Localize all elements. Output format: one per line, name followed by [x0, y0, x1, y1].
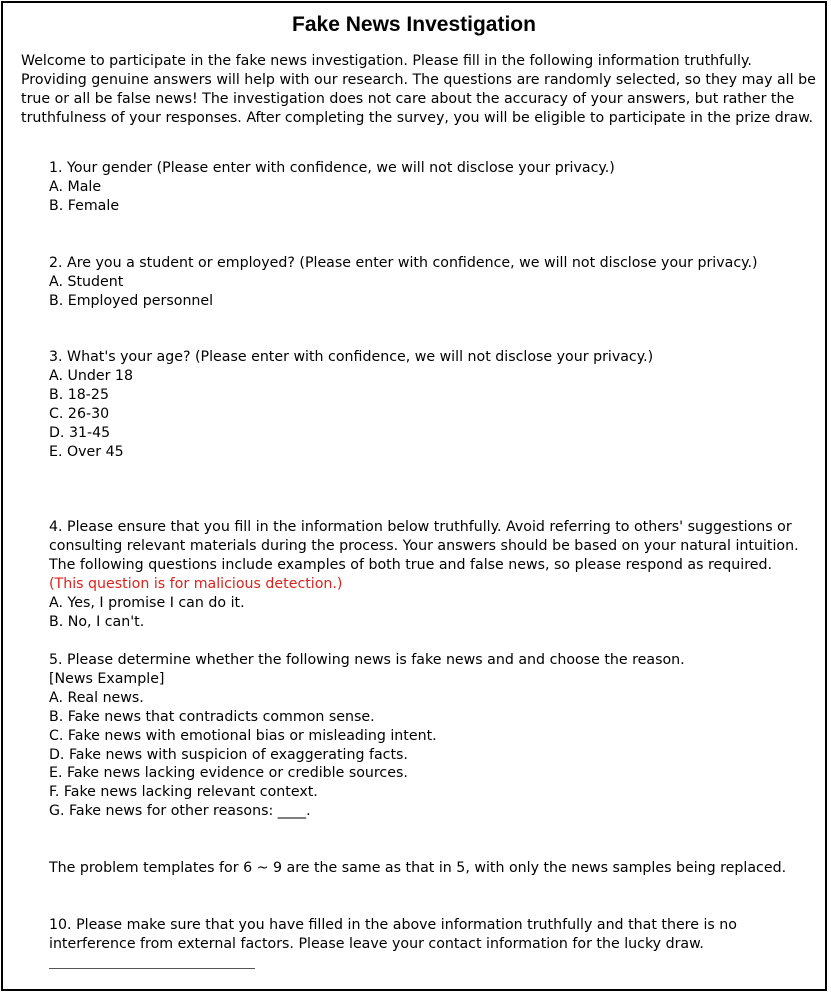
question-4 — [49, 518, 811, 631]
question-3 — [49, 348, 811, 461]
question-4-option-a: A. Yes, I promise I can do it. — [49, 594, 245, 611]
question-1-option-a: A. Male — [49, 178, 102, 195]
question-5-option-e: E. Fake news lacking evidence or credible sources. — [49, 765, 408, 782]
question-3-option-c: C. 26-30 — [49, 405, 110, 422]
question-5 — [49, 651, 811, 821]
question-2-option-a: A. Student — [49, 273, 124, 290]
question-5-option-g: G. Fake news for other reasons: ____. — [49, 803, 311, 820]
question-2-option-b: B. Employed personnel — [49, 292, 214, 309]
question-10-text: 10. Please make sure that you have filled in the above information truthfully and that there is no interference from external factors. Please leave your contact information for the lucky draw. — [49, 917, 737, 952]
question-5-text: 5. Please determine whether the following news is fake news and and choose the reason. — [49, 652, 685, 668]
page-title: Fake News Investigation — [292, 13, 536, 36]
question-3-text: 3. What's your age? (Please enter with confidence, we will not disclose your privacy.) — [49, 349, 654, 365]
question-1-text: 1. Your gender (Please enter with confidence, we will not disclose your privacy.) — [49, 160, 615, 176]
template-note-text: The problem templates for 6 ~ 9 are the same as that in 5, with only the news samples being replaced. — [49, 860, 787, 876]
survey-document — [1, 1, 827, 991]
question-5-option-f: F. Fake news lacking relevant context. — [49, 784, 318, 801]
question-1 — [49, 159, 811, 216]
template-note — [49, 859, 811, 878]
news-example-placeholder: [News Example] — [49, 670, 165, 687]
question-3-option-b: B. 18-25 — [49, 386, 109, 403]
question-4-option-b: B. No, I can't. — [49, 613, 145, 630]
question-1-option-b: B. Female — [49, 197, 120, 214]
question-5-option-a: A. Real news. — [49, 689, 144, 706]
question-2 — [49, 254, 811, 311]
question-5-option-b: B. Fake news that contradicts common sense. — [49, 708, 375, 725]
contact-answer-line — [49, 968, 255, 969]
intro-paragraph: Welcome to participate in the fake news investigation. Please fill in the following information truthfully. Providing genuine answers will help with our research. The questions are randomly selected, so they may all be true or all be false news! The investigation does not care about the accuracy of your answers, but rather the truthfulness of your responses. After completing the survey, you will be eligible to participate in the prize draw. — [21, 53, 816, 126]
question-5-option-c: C. Fake news with emotional bias or misleading intent. — [49, 727, 437, 744]
question-4-text-block — [49, 518, 811, 594]
question-2-text: 2. Are you a student or employed? (Please enter with confidence, we will not disclose your privacy.) — [49, 255, 758, 271]
question-5-option-d: D. Fake news with suspicion of exaggerating facts. — [49, 746, 408, 763]
question-3-option-e: E. Over 45 — [49, 443, 124, 460]
question-10 — [49, 916, 811, 954]
question-4-text: 4. Please ensure that you fill in the information below truthfully. Avoid referring to others' suggestions or consulting relevant materials during the process. Your answers should be based on your natural intuition. The following questions include examples of both true and false news, so please respond as required. — [49, 519, 799, 573]
question-3-option-d: D. 31-45 — [49, 424, 111, 441]
malicious-detection-note: (This question is for malicious detection.) — [49, 575, 343, 592]
question-3-option-a: A. Under 18 — [49, 367, 133, 384]
